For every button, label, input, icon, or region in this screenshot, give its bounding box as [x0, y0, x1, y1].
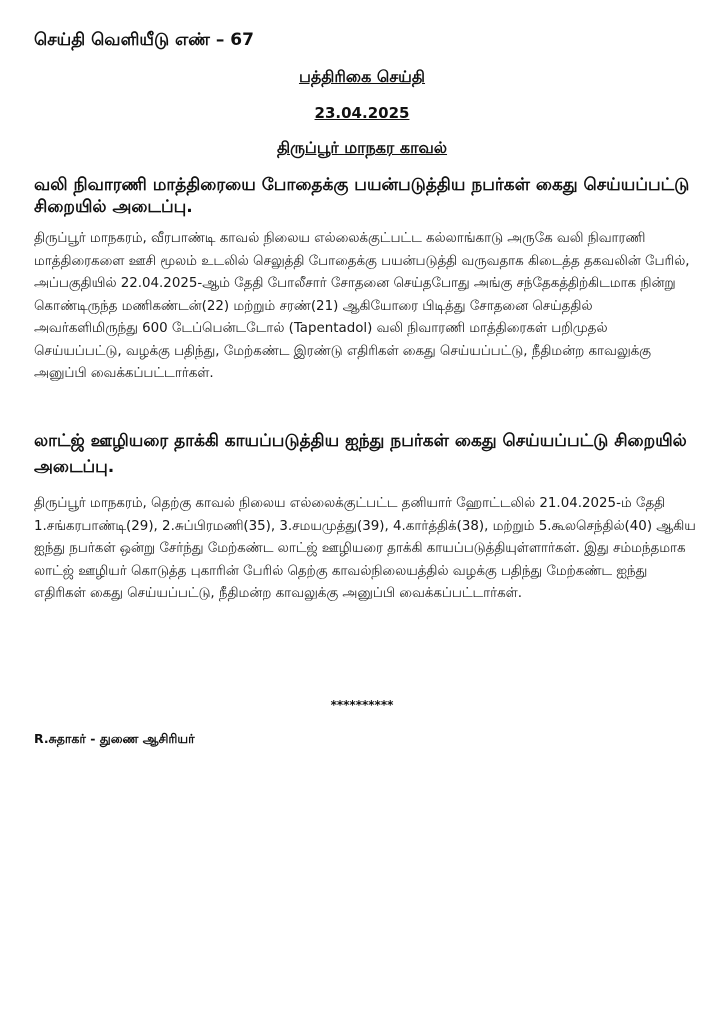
news-body-2: திருப்பூர் மாநகரம், தெற்கு காவல் நிலைய எல்லைக்குட்பட்ட தனியார் ஹோட்டலில் 21.04.2025-ம் தேதி 1.சங்கரபாண்டி(29), 2.சுப்பிரமணி(35), 3.சமயமுத்து(39), 4.கார்த்திக்(38), மற்றும் 5.கூலசெந்தில்(40) ஆகிய ஐந்து நபர்கள் ஒன்று சேர்ந்து மேற்கண்ட லாட்ஜ் ஊழியரை தாக்கி காயப்படுத்தியுள்ளார்கள். இது சம்மந்தமாக லாட்ஜ் ஊழியர் கொடுத்த புகாரின் பேரில் தெற்கு காவல்நிலையத்தில் வழக்கு பதிந்து மேற்கண்ட ஐந்து எதிரிகள் கைது செய்யப்பட்டு, நீதிமன்ற காவலுக்கு அனுப்பி வைக்கப்பட்டார்கள்.	[34, 496, 696, 601]
police-office-name: திருப்பூர் மாநகர காவல்	[276, 138, 448, 157]
release-date: 23.04.2025	[314, 104, 410, 122]
press-release-title: பத்திரிகை செய்தி	[298, 67, 426, 86]
news-headline-2: லாட்ஜ் ஊழியரை தாக்கி காயப்படுத்திய ஐந்து நபர்கள் கைது செய்யப்பட்டு சிறையில் அடைப்பு.	[34, 431, 687, 477]
author-signature: R.சுதாகர் - துணை ஆசிரியர்	[34, 731, 195, 746]
section-separator: **********	[330, 698, 394, 712]
release-number: செய்தி வெளியீடு எண் – 67	[34, 30, 254, 50]
news-body-1: திருப்பூர் மாநகரம், வீரபாண்டி காவல் நிலைய எல்லைக்குட்பட்ட கல்லாங்காடு அருகே வலி நிவாரணி மாத்திரைகளை ஊசி மூலம் உடலில் செலுத்தி போதைக்கு பயன்படுத்தி வருவதாக கிடைத்த தகவலின் பேரில், அப்பகுதியில் 22.04.2025-ஆம் தேதி போலீசார் சோதனை செய்தபோது அங்கு சந்தேகத்திற்கிடமாக நின்று கொண்டிருந்த மணிகண்டன்(22) மற்றும் சரண்(21) ஆகியோரை பிடித்து சோதனை செய்ததில் அவர்களிமிருந்து 600 டேப்பென்டடோல் (Tapentadol) வலி நிவாரணி மாத்திரைகள் பறிமுதல் செய்யப்பட்டு, வழக்கு பதிந்து, மேற்கண்ட இரண்டு எதிரிகள் கைது செய்யப்பட்டு, நீதிமன்ற காவலுக்கு அனுப்பி வைக்கப்பட்டார்கள்.	[34, 231, 690, 381]
news-headline-1: வலி நிவாரணி மாத்திரையை போதைக்கு பயன்படுத்திய நபர்கள் கைது செய்யப்பட்டு சிறையில் அடைப்பு.	[34, 175, 690, 217]
